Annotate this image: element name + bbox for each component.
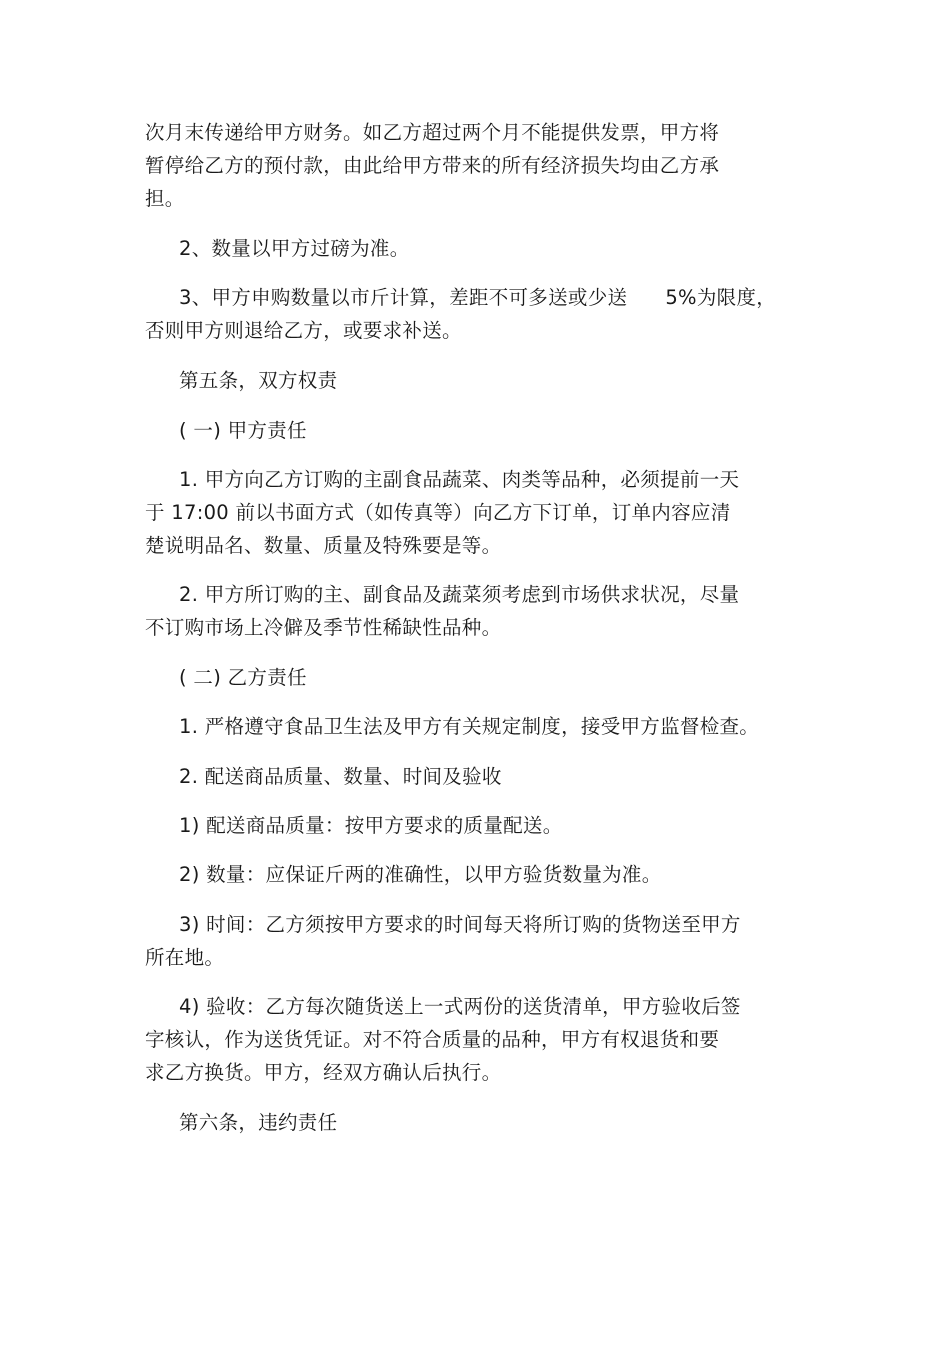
list-item: 3) 时间：乙方须按甲方要求的时间每天将所订购的货物送至甲方 <box>179 913 741 936</box>
list-item: 2) 数量：应保证斤两的准确性，以甲方验货数量为准。 <box>179 863 662 886</box>
list-item: 1) 配送商品质量：按甲方要求的质量配送。 <box>179 814 563 837</box>
paragraph-line: 1. 甲方向乙方订购的主副食品蔬菜、肉类等品种，必须提前一天 <box>179 468 740 491</box>
list-item: 4) 验收：乙方每次随货送上一式两份的送货清单，甲方验收后签 <box>179 995 741 1018</box>
article-heading: 第五条，双方权责 <box>179 369 338 392</box>
clause-limit: 5%为限度， <box>665 286 777 309</box>
clause-quantity-weighing: 2、数量以甲方过磅为准。 <box>179 237 410 260</box>
section-heading: ( 二) 乙方责任 <box>179 666 307 689</box>
paragraph-line: 不订购市场上冷僻及季节性稀缺性品种。 <box>145 616 502 639</box>
paragraph-line: 楚说明品名、数量、质量及特殊要是等。 <box>145 534 502 557</box>
paragraph-line: 次月末传递给甲方财务。如乙方超过两个月不能提供发票，甲方将 <box>145 121 720 144</box>
section-heading: ( 一) 甲方责任 <box>179 419 307 442</box>
paragraph-line: 担。 <box>145 187 185 210</box>
paragraph-line: 1. 严格遵守食品卫生法及甲方有关规定制度，接受甲方监督检查。 <box>179 715 760 738</box>
paragraph-line: 字核认，作为送货凭证。对不符合质量的品种，甲方有权退货和要 <box>145 1028 720 1051</box>
paragraph-line: 所在地。 <box>145 946 225 969</box>
article-heading: 第六条，违约责任 <box>179 1111 338 1134</box>
paragraph-line: 于 17:00 前以书面方式（如传真等）向乙方下订单，订单内容应清 <box>145 501 731 524</box>
paragraph-line: 否则甲方则退给乙方，或要求补送。 <box>145 319 462 342</box>
paragraph-line: 2. 配送商品质量、数量、时间及验收 <box>179 765 502 788</box>
paragraph-line: 暂停给乙方的预付款，由此给甲方带来的所有经济损失均由乙方承 <box>145 154 720 177</box>
paragraph-line: 求乙方换货。甲方，经双方确认后执行。 <box>145 1061 502 1084</box>
clause-quantity-tolerance <box>179 286 776 310</box>
clause-text: 3、甲方申购数量以市斤计算，差距不可多送或少送 <box>179 286 628 309</box>
paragraph-line: 2. 甲方所订购的主、副食品及蔬菜须考虑到市场供求状况，尽量 <box>179 583 740 606</box>
